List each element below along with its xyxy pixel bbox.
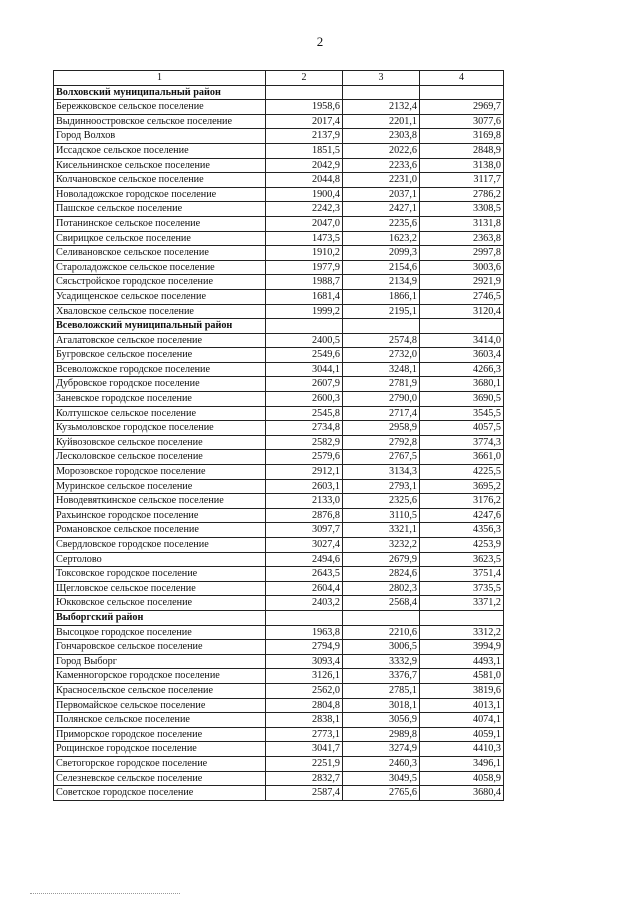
- value-col-2: 2494,6: [266, 552, 343, 567]
- table-row: [54, 625, 504, 640]
- value-col-3: 2099,3: [343, 246, 420, 261]
- settlement-name: Токсовское городское поселение: [54, 567, 266, 582]
- section-title: Выборгский район: [54, 610, 266, 625]
- section-row: [54, 85, 504, 100]
- value-col-2: 2912,1: [266, 465, 343, 480]
- table-row: [54, 158, 504, 173]
- value-col-4: 3774,3: [420, 435, 504, 450]
- table-row: [54, 348, 504, 363]
- settlement-name: Селивановское сельское поселение: [54, 246, 266, 261]
- value-col-2: 2734,8: [266, 421, 343, 436]
- table-row: [54, 756, 504, 771]
- value-col-3: 2792,8: [343, 435, 420, 450]
- settlement-name: Щегловское сельское поселение: [54, 581, 266, 596]
- settlement-name: Усадищенское сельское поселение: [54, 289, 266, 304]
- value-col-2: 2251,9: [266, 756, 343, 771]
- settlement-name: Советское городское поселение: [54, 786, 266, 801]
- table-row: [54, 698, 504, 713]
- table-row: [54, 538, 504, 553]
- settlement-name: Пашское сельское поселение: [54, 202, 266, 217]
- header-row: [54, 71, 504, 86]
- value-col-4: 3312,2: [420, 625, 504, 640]
- value-col-3: 2767,5: [343, 450, 420, 465]
- value-col-3: 2765,6: [343, 786, 420, 801]
- table-row: [54, 654, 504, 669]
- settlement-name: Выдинноостровское сельское поселение: [54, 114, 266, 129]
- value-col-2: 2603,1: [266, 479, 343, 494]
- value-col-2: 2242,3: [266, 202, 343, 217]
- table-row: [54, 231, 504, 246]
- value-col-3: 3232,2: [343, 538, 420, 553]
- table-row: [54, 465, 504, 480]
- value-col-2: 2562,0: [266, 683, 343, 698]
- settlement-name: Рахьинское городское поселение: [54, 508, 266, 523]
- value-col-3: 2460,3: [343, 756, 420, 771]
- value-col-4: 3496,1: [420, 756, 504, 771]
- section-title: Волховский муниципальный район: [54, 85, 266, 100]
- table-row: [54, 713, 504, 728]
- value-col-4: 4493,1: [420, 654, 504, 669]
- value-col-2: 2587,4: [266, 786, 343, 801]
- table-row: [54, 333, 504, 348]
- value-col-2: 2773,1: [266, 727, 343, 742]
- settlement-name: Лесколовское сельское поселение: [54, 450, 266, 465]
- value-col-2: 2403,2: [266, 596, 343, 611]
- table-row: [54, 392, 504, 407]
- value-col-2: 1977,9: [266, 260, 343, 275]
- settlement-name: Гончаровское сельское поселение: [54, 640, 266, 655]
- table-row: [54, 377, 504, 392]
- value-col-4: 3371,2: [420, 596, 504, 611]
- value-col-4: 3735,5: [420, 581, 504, 596]
- table-row: [54, 683, 504, 698]
- table-row: [54, 216, 504, 231]
- value-col-2: 2545,8: [266, 406, 343, 421]
- table-row: [54, 727, 504, 742]
- value-col-3: 2134,9: [343, 275, 420, 290]
- value-col-2: 1958,6: [266, 100, 343, 115]
- table-row: [54, 596, 504, 611]
- value-col-3: 2717,4: [343, 406, 420, 421]
- value-col-3: 3049,5: [343, 771, 420, 786]
- value-col-2: 2400,5: [266, 333, 343, 348]
- settlement-name: Юкковское сельское поселение: [54, 596, 266, 611]
- value-col-2: 1473,5: [266, 231, 343, 246]
- value-col-2: 2804,8: [266, 698, 343, 713]
- value-col-2: 3044,1: [266, 362, 343, 377]
- value-col-4: 4225,5: [420, 465, 504, 480]
- settlement-name: Светогорское городское поселение: [54, 756, 266, 771]
- value-col-3: 2793,1: [343, 479, 420, 494]
- value-col-2: 2607,9: [266, 377, 343, 392]
- value-col-4: 3003,6: [420, 260, 504, 275]
- settlement-name: Рощинское городское поселение: [54, 742, 266, 757]
- value-col-4: 3994,9: [420, 640, 504, 655]
- value-col-4: 3308,5: [420, 202, 504, 217]
- value-col-2: 2579,6: [266, 450, 343, 465]
- value-col-3: 3376,7: [343, 669, 420, 684]
- settlement-name: Свердловское городское поселение: [54, 538, 266, 553]
- value-col-4: 2746,5: [420, 289, 504, 304]
- table-row: [54, 494, 504, 509]
- settlement-name: Новоладожское городское поселение: [54, 187, 266, 202]
- value-col-4: 3120,4: [420, 304, 504, 319]
- column-header: 4: [420, 71, 504, 86]
- settlement-name: Потанинское сельское поселение: [54, 216, 266, 231]
- value-col-3: 2824,6: [343, 567, 420, 582]
- settlement-name: Кузьмоловское городское поселение: [54, 421, 266, 436]
- value-col-3: 3006,5: [343, 640, 420, 655]
- table-row: [54, 202, 504, 217]
- value-col-4: [420, 610, 504, 625]
- value-col-4: 4057,5: [420, 421, 504, 436]
- value-col-4: 4356,3: [420, 523, 504, 538]
- value-col-2: [266, 85, 343, 100]
- value-col-2: 3041,7: [266, 742, 343, 757]
- value-col-2: [266, 610, 343, 625]
- value-col-3: 2210,6: [343, 625, 420, 640]
- settlement-name: Первомайское сельское поселение: [54, 698, 266, 713]
- value-col-3: 2231,0: [343, 173, 420, 188]
- column-header: 3: [343, 71, 420, 86]
- section-row: [54, 319, 504, 334]
- value-col-4: 3545,5: [420, 406, 504, 421]
- value-col-4: [420, 85, 504, 100]
- settlement-name: Бережковское сельское поселение: [54, 100, 266, 115]
- value-col-4: 3169,8: [420, 129, 504, 144]
- settlement-name: Сясьстройское городское поселение: [54, 275, 266, 290]
- settlement-name: Куйвозовское сельское поселение: [54, 435, 266, 450]
- value-col-3: 2790,0: [343, 392, 420, 407]
- value-col-2: 2017,4: [266, 114, 343, 129]
- settlement-name: Хваловское сельское поселение: [54, 304, 266, 319]
- value-col-2: 2044,8: [266, 173, 343, 188]
- table-row: [54, 552, 504, 567]
- value-col-4: 4247,6: [420, 508, 504, 523]
- value-col-3: 2037,1: [343, 187, 420, 202]
- table-row: [54, 669, 504, 684]
- value-col-3: 2802,3: [343, 581, 420, 596]
- settlement-name: Агалатовское сельское поселение: [54, 333, 266, 348]
- page-number: 2: [316, 34, 324, 49]
- value-col-4: 3414,0: [420, 333, 504, 348]
- value-col-3: 3332,9: [343, 654, 420, 669]
- settlement-name: Романовское сельское поселение: [54, 523, 266, 538]
- settlement-name: Бугровское сельское поселение: [54, 348, 266, 363]
- table-row: [54, 406, 504, 421]
- value-col-2: 2047,0: [266, 216, 343, 231]
- value-col-3: 2781,9: [343, 377, 420, 392]
- table-row: [54, 100, 504, 115]
- settlement-name: Свирицкое сельское поселение: [54, 231, 266, 246]
- value-col-4: 3117,7: [420, 173, 504, 188]
- value-col-4: 4266,3: [420, 362, 504, 377]
- settlement-name: Дубровское городское поселение: [54, 377, 266, 392]
- settlement-name: Селезневское сельское поселение: [54, 771, 266, 786]
- table-row: [54, 362, 504, 377]
- settlement-name: Староладожское сельское поселение: [54, 260, 266, 275]
- value-col-4: 4058,9: [420, 771, 504, 786]
- table-row: [54, 742, 504, 757]
- value-col-4: 3751,4: [420, 567, 504, 582]
- settlement-name: Иссадское сельское поселение: [54, 143, 266, 158]
- value-col-2: 3093,4: [266, 654, 343, 669]
- value-col-3: 2233,6: [343, 158, 420, 173]
- value-col-3: [343, 610, 420, 625]
- column-header: 2: [266, 71, 343, 86]
- value-col-3: 3018,1: [343, 698, 420, 713]
- value-col-2: 1851,5: [266, 143, 343, 158]
- value-col-2: 3126,1: [266, 669, 343, 684]
- table-row: [54, 523, 504, 538]
- value-col-4: 4410,3: [420, 742, 504, 757]
- value-col-3: 2958,9: [343, 421, 420, 436]
- table-row: [54, 479, 504, 494]
- value-col-4: 3623,5: [420, 552, 504, 567]
- column-header: 1: [54, 71, 266, 86]
- value-col-2: 2137,9: [266, 129, 343, 144]
- value-col-4: 4074,1: [420, 713, 504, 728]
- settlement-name: Кисельнинское сельское поселение: [54, 158, 266, 173]
- value-col-3: 3248,1: [343, 362, 420, 377]
- table-row: [54, 173, 504, 188]
- value-col-4: 3603,4: [420, 348, 504, 363]
- section-row: [54, 610, 504, 625]
- value-col-3: 2195,1: [343, 304, 420, 319]
- value-col-3: 2679,9: [343, 552, 420, 567]
- value-col-4: [420, 319, 504, 334]
- value-col-2: 2549,6: [266, 348, 343, 363]
- value-col-2: 2133,0: [266, 494, 343, 509]
- settlement-name: Приморское городское поселение: [54, 727, 266, 742]
- table-row: [54, 786, 504, 801]
- value-col-4: 2363,8: [420, 231, 504, 246]
- section-title: Всеволожский муниципальный район: [54, 319, 266, 334]
- value-col-3: 2785,1: [343, 683, 420, 698]
- settlement-name: Колчановское сельское поселение: [54, 173, 266, 188]
- value-col-4: 3661,0: [420, 450, 504, 465]
- table-row: [54, 129, 504, 144]
- settlement-name: Полянское сельское поселение: [54, 713, 266, 728]
- value-col-3: 1866,1: [343, 289, 420, 304]
- table-row: [54, 114, 504, 129]
- value-col-2: 2794,9: [266, 640, 343, 655]
- value-col-3: 3274,9: [343, 742, 420, 757]
- table-row: [54, 581, 504, 596]
- value-col-2: 2600,3: [266, 392, 343, 407]
- settlement-name: Сертолово: [54, 552, 266, 567]
- value-col-4: 4059,1: [420, 727, 504, 742]
- table-row: [54, 421, 504, 436]
- table-row: [54, 508, 504, 523]
- value-col-3: 3110,5: [343, 508, 420, 523]
- value-col-3: 2325,6: [343, 494, 420, 509]
- settlement-name: Заневское городское поселение: [54, 392, 266, 407]
- value-col-4: 3690,5: [420, 392, 504, 407]
- value-col-4: 3680,4: [420, 786, 504, 801]
- value-col-2: 1910,2: [266, 246, 343, 261]
- table-row: [54, 143, 504, 158]
- value-col-4: 3695,2: [420, 479, 504, 494]
- value-col-4: 4581,0: [420, 669, 504, 684]
- value-col-4: 2848,9: [420, 143, 504, 158]
- value-col-4: 2921,9: [420, 275, 504, 290]
- value-col-4: 3819,6: [420, 683, 504, 698]
- value-col-3: 2303,8: [343, 129, 420, 144]
- value-col-4: 2786,2: [420, 187, 504, 202]
- value-col-2: 2042,9: [266, 158, 343, 173]
- value-col-4: 3077,6: [420, 114, 504, 129]
- value-col-3: 2989,8: [343, 727, 420, 742]
- table-row: [54, 187, 504, 202]
- value-col-2: 1900,4: [266, 187, 343, 202]
- settlement-name: Всеволожское городское поселение: [54, 362, 266, 377]
- value-col-3: 3134,3: [343, 465, 420, 480]
- value-col-4: 2969,7: [420, 100, 504, 115]
- value-col-3: 2235,6: [343, 216, 420, 231]
- value-col-2: 1988,7: [266, 275, 343, 290]
- table-row: [54, 567, 504, 582]
- settlement-name: Красносельское сельское поселение: [54, 683, 266, 698]
- value-col-3: 2568,4: [343, 596, 420, 611]
- value-col-2: 2643,5: [266, 567, 343, 582]
- value-col-3: 3321,1: [343, 523, 420, 538]
- settlement-name: Город Волхов: [54, 129, 266, 144]
- value-col-3: [343, 85, 420, 100]
- settlement-name: Муринское сельское поселение: [54, 479, 266, 494]
- table-row: [54, 275, 504, 290]
- value-col-3: 2154,6: [343, 260, 420, 275]
- settlement-name: Город Выборг: [54, 654, 266, 669]
- settlement-name: Высоцкое городское поселение: [54, 625, 266, 640]
- value-col-3: 3056,9: [343, 713, 420, 728]
- value-col-4: 3680,1: [420, 377, 504, 392]
- value-col-4: 4013,1: [420, 698, 504, 713]
- value-col-2: 2582,9: [266, 435, 343, 450]
- value-col-2: 2838,1: [266, 713, 343, 728]
- value-col-2: [266, 319, 343, 334]
- value-col-3: 2201,1: [343, 114, 420, 129]
- value-col-3: 2427,1: [343, 202, 420, 217]
- value-col-2: 1681,4: [266, 289, 343, 304]
- data-table: [53, 70, 504, 801]
- settlement-name: Новодевяткинское сельское поселение: [54, 494, 266, 509]
- value-col-3: 2022,6: [343, 143, 420, 158]
- table-row: [54, 435, 504, 450]
- table-row: [54, 771, 504, 786]
- value-col-2: 3097,7: [266, 523, 343, 538]
- value-col-3: 2574,8: [343, 333, 420, 348]
- table-row: [54, 640, 504, 655]
- value-col-2: 1999,2: [266, 304, 343, 319]
- settlement-name: Морозовское городское поселение: [54, 465, 266, 480]
- value-col-4: 2997,8: [420, 246, 504, 261]
- settlement-name: Колтушское сельское поселение: [54, 406, 266, 421]
- table-row: [54, 304, 504, 319]
- value-col-4: 3176,2: [420, 494, 504, 509]
- value-col-2: 1963,8: [266, 625, 343, 640]
- table-row: [54, 450, 504, 465]
- value-col-2: 2832,7: [266, 771, 343, 786]
- value-col-2: 2604,4: [266, 581, 343, 596]
- settlement-name: Каменногорское городское поселение: [54, 669, 266, 684]
- value-col-3: 1623,2: [343, 231, 420, 246]
- value-col-2: 2876,8: [266, 508, 343, 523]
- table-row: [54, 260, 504, 275]
- value-col-4: 3131,8: [420, 216, 504, 231]
- table-row: [54, 289, 504, 304]
- value-col-3: [343, 319, 420, 334]
- value-col-3: 2732,0: [343, 348, 420, 363]
- table-row: [54, 246, 504, 261]
- value-col-3: 2132,4: [343, 100, 420, 115]
- value-col-4: 3138,0: [420, 158, 504, 173]
- value-col-2: 3027,4: [266, 538, 343, 553]
- value-col-4: 4253,9: [420, 538, 504, 553]
- scan-artifact: [30, 893, 180, 895]
